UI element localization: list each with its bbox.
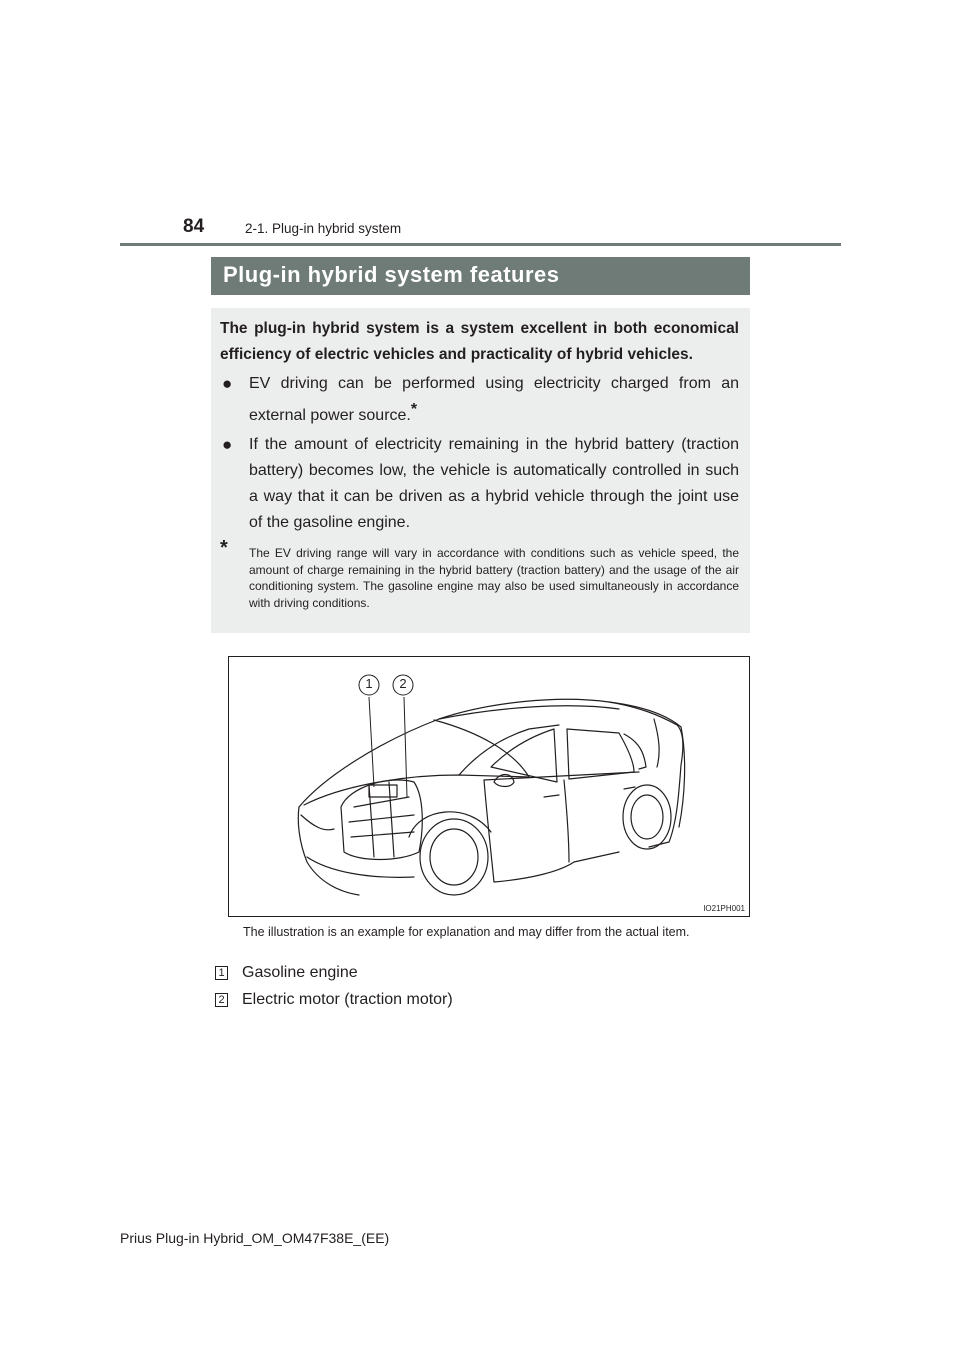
footer-doc-id: Prius Plug-in Hybrid_OM_OM47F38E_(EE): [120, 1230, 390, 1246]
legend-number-badge: 2: [215, 993, 228, 1007]
legend-item: [215, 991, 453, 1009]
car-illustration: [229, 657, 750, 917]
bullet-dot-icon: ●: [222, 374, 233, 393]
footnote-asterisk: *: [220, 537, 228, 559]
bullet-text: EV driving can be performed using electricity charged from an external power source.: [249, 375, 739, 424]
legend-number-badge: 1: [215, 966, 228, 980]
legend-item: [215, 964, 358, 982]
bullet-item: [220, 371, 739, 429]
header-rule: [120, 243, 841, 246]
callout-2: 2: [399, 676, 407, 691]
page-number: 84: [183, 216, 205, 237]
footnote-text: The EV driving range will vary in accordance with conditions such as vehicle speed, the amount of charge remaining in the hybrid battery (traction battery) and the usage of the air conditioning system. The gasoline engine may also be used simultaneously in accordance with driving conditions.: [249, 546, 739, 610]
page-heading: Plug-in hybrid system features: [211, 257, 750, 295]
legend-label: Electric motor (traction motor): [242, 991, 453, 1008]
asterisk-mark: *: [410, 401, 418, 418]
figure-frame: [228, 656, 750, 917]
legend-label: Gasoline engine: [242, 964, 358, 981]
footnote: [220, 537, 739, 611]
bullet-item: [220, 432, 739, 536]
bullet-dot-icon: ●: [222, 435, 233, 454]
figure-id: IO21PH001: [703, 904, 745, 913]
intro-text: The plug-in hybrid system is a system excellent in both economical efficiency of electric vehicles and practicality of hybrid vehicles.: [220, 320, 739, 363]
info-box: [211, 308, 750, 633]
section-title: 2-1. Plug-in hybrid system: [245, 221, 402, 236]
figure-caption: The illustration is an example for explanation and may differ from the actual item.: [243, 925, 690, 939]
callout-1: 1: [365, 676, 373, 691]
bullet-text: If the amount of electricity remaining in the hybrid battery (traction battery) becomes low, the vehicle is automatically controlled in such a way that it can be driven as a hybrid vehicle through the joint use of the gasoline engine.: [249, 436, 739, 531]
